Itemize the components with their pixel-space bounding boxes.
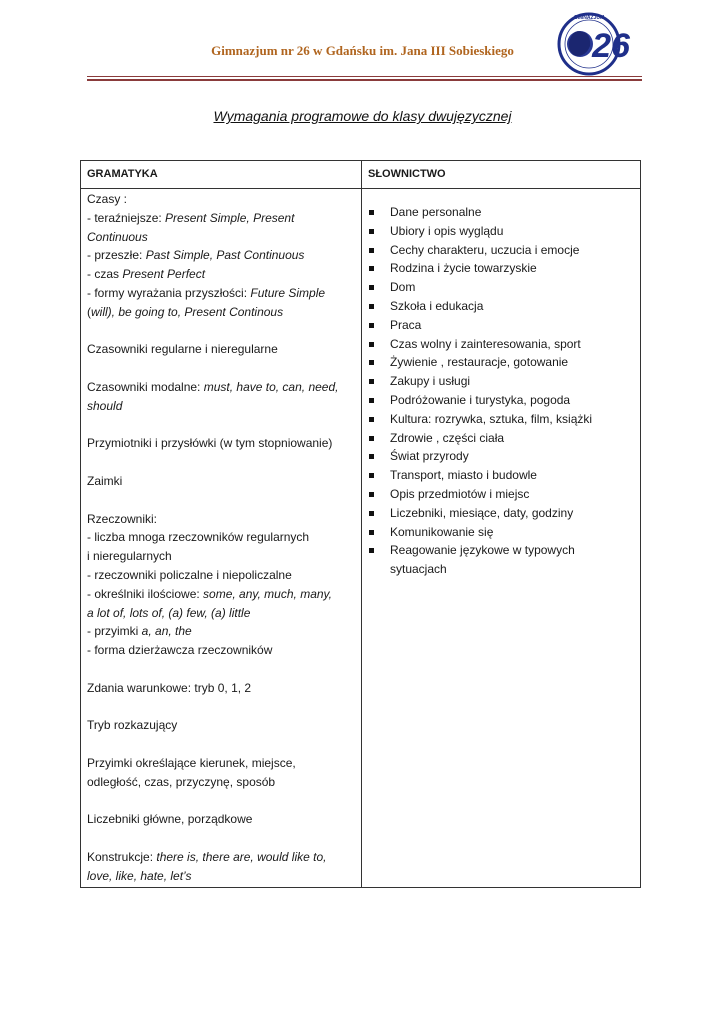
prepositions-cont: odległość, czas, przyczynę, sposób — [87, 774, 276, 789]
logo-number: 26 — [592, 27, 630, 65]
imperative: Tryb rozkazujący — [87, 718, 178, 733]
table-content-row — [81, 189, 641, 888]
list-item: Dane personalne — [368, 203, 634, 222]
present-tenses: - teraźniejsze: Present Simple, Present — [87, 210, 295, 225]
prepositions: Przyimki określające kierunek, miejsce, — [87, 755, 296, 770]
list-item: Cechy charakteru, uczucia i emocje — [368, 241, 634, 260]
list-item: Szkoła i edukacja — [368, 297, 634, 316]
present-perfect: - czas Present Perfect — [87, 267, 206, 282]
requirements-table — [80, 160, 641, 888]
quantifiers-cont: a lot of, lots of, (a) few, (a) little — [87, 605, 251, 620]
list-item: Świat przyrody — [368, 447, 634, 466]
future-forms-cont: (will), be going to, Present Continous — [87, 304, 284, 319]
list-item: Czas wolny i zainteresowania, sport — [368, 335, 634, 354]
list-item: Komunikowanie się — [368, 523, 634, 542]
grammar-cell — [81, 189, 362, 888]
modal-verbs: Czasowniki modalne: must, have to, can, need, — [87, 379, 339, 394]
vocabulary-cell — [362, 189, 641, 888]
nouns-plural-cont: i nieregularnych — [87, 549, 172, 564]
list-item: Transport, miasto i budowle — [368, 466, 634, 485]
constructions: Konstrukcje: there is, there are, would like to, — [87, 849, 327, 864]
list-item: Dom — [368, 278, 634, 297]
list-item: Kultura: rozrywka, sztuka, film, książki — [368, 410, 634, 429]
nouns-plural: - liczba mnoga rzeczowników regularnych — [87, 530, 310, 545]
regular-verbs: Czasowniki regularne i nieregularne — [87, 342, 278, 357]
school-name: Gimnazjum nr 26 w Gdańsku im. Jana III Sobieskiego — [211, 43, 514, 58]
list-item: Zakupy i usługi — [368, 372, 634, 391]
nouns-heading: Rzeczowniki: — [87, 511, 158, 526]
nouns-countable: - rzeczowniki policzalne i niepoliczalne — [87, 567, 292, 582]
header-vocabulary: SŁOWNICTWO — [362, 161, 641, 189]
vocabulary-list — [368, 203, 634, 579]
list-item: Rodzina i życie towarzyskie — [368, 259, 634, 278]
header-grammar: GRAMATYKA — [81, 161, 362, 189]
header-rule — [87, 76, 642, 77]
future-forms: - formy wyrażania przyszłości: Future Simple — [87, 285, 326, 300]
conditionals: Zdania warunkowe: tryb 0, 1, 2 — [87, 680, 252, 695]
list-item: Podróżowanie i turystyka, pogoda — [368, 391, 634, 410]
header-rule-thick — [87, 79, 642, 81]
pronouns: Zaimki — [87, 473, 123, 488]
table-header-row — [81, 161, 641, 189]
list-item: Opis przedmiotów i miejsc — [368, 485, 634, 504]
list-item: Praca — [368, 316, 634, 335]
list-item: Liczebniki, miesiące, daty, godziny — [368, 504, 634, 523]
list-item: Ubiory i opis wyglądu — [368, 222, 634, 241]
articles: - przyimki a, an, the — [87, 624, 192, 639]
present-tenses-cont: Continuous — [87, 229, 148, 244]
school-logo — [553, 10, 633, 78]
tenses-heading: Czasy : — [87, 192, 128, 206]
list-item-multiline: Reagowanie językowe w typowych sytuacjach — [368, 541, 634, 579]
modal-verbs-cont: should — [87, 398, 123, 413]
possessive-form: - forma dzierżawcza rzeczowników — [87, 643, 273, 658]
constructions-cont: love, like, hate, let’s — [87, 868, 192, 883]
quantifiers: - określniki ilościowe: some, any, much, many, — [87, 586, 332, 601]
logo-top-text: GIMNAZJUM — [573, 15, 605, 21]
list-item: Zdrowie , części ciała — [368, 429, 634, 448]
list-item: Żywienie , restauracje, gotowanie — [368, 353, 634, 372]
document-title: Wymagania programowe do klasy dwujęzycznej — [213, 108, 512, 124]
numerals: Liczebniki główne, porządkowe — [87, 812, 253, 827]
past-tenses: - przeszłe: Past Simple, Past Continuous — [87, 248, 305, 263]
adjectives-adverbs: Przymiotniki i przysłówki (w tym stopniowanie) — [87, 436, 333, 451]
